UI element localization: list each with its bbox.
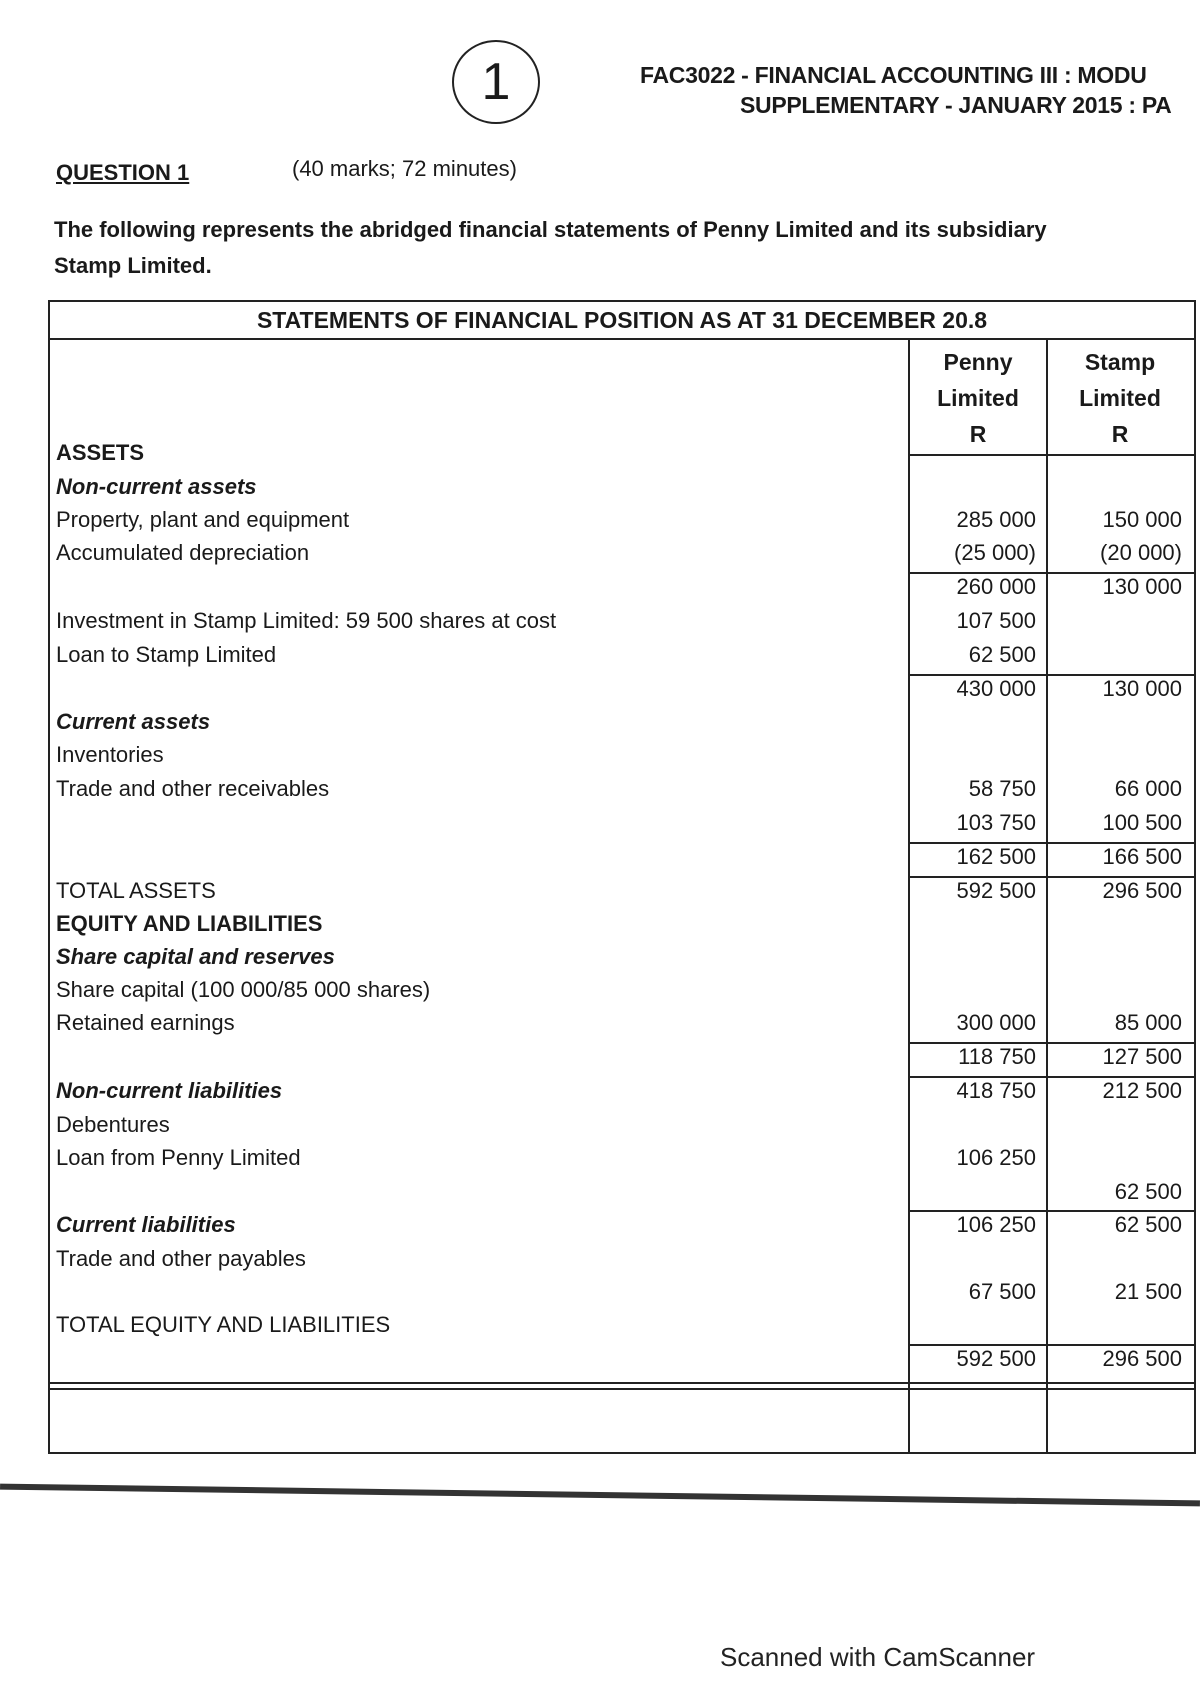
- penny-value: 107 500: [956, 608, 1036, 633]
- stamp-value: 62 500: [1114, 1179, 1182, 1204]
- row-label: Property, plant and equipment: [56, 507, 350, 532]
- penny-value: 592 500: [956, 878, 1036, 903]
- intro-line2: Stamp Limited.: [54, 253, 212, 278]
- row-label: Trade and other receivables: [56, 776, 330, 801]
- stamp-value: 150 000: [1102, 507, 1182, 532]
- row-label: Current assets: [56, 709, 211, 734]
- penny-value: (25 000): [954, 540, 1036, 565]
- total-double-rule: [50, 1382, 1194, 1384]
- penny-value: 592 500: [956, 1346, 1036, 1371]
- scanner-watermark: Scanned with CamScanner: [720, 1642, 1036, 1672]
- financial-position-table: [48, 300, 1196, 1454]
- subtotal-rule: [908, 1076, 1194, 1078]
- penny-value: 103 750: [956, 810, 1036, 835]
- row-label: Retained earnings: [56, 1010, 235, 1035]
- row-label: Debentures: [56, 1112, 170, 1137]
- penny-value: 62 500: [968, 642, 1036, 667]
- stamp-value: 85 000: [1114, 1010, 1182, 1035]
- row-label: Non-current liabilities: [56, 1078, 283, 1103]
- row-label: Loan from Penny Limited: [56, 1145, 301, 1170]
- course-header-line1: FAC3022 - FINANCIAL ACCOUNTING III : MODU: [640, 62, 1147, 88]
- penny-value: 430 000: [956, 676, 1036, 701]
- subtotal-rule: [908, 572, 1194, 574]
- subtotal-rule: [908, 842, 1194, 844]
- row-label: Current liabilities: [56, 1212, 236, 1237]
- row-label: Inventories: [56, 742, 164, 767]
- penny-value: 300 000: [956, 1010, 1036, 1035]
- header-rule: [908, 454, 1194, 456]
- stamp-value: 296 500: [1102, 878, 1182, 903]
- stamp-value: (20 000): [1100, 540, 1182, 565]
- subtotal-rule: [908, 876, 1194, 878]
- penny-value: 67 500: [968, 1279, 1036, 1304]
- subtotal-rule: [908, 674, 1194, 676]
- stamp-value: 100 500: [1102, 810, 1182, 835]
- column-header-stamp: Stamp Limited R: [1079, 349, 1161, 447]
- total-double-rule: [50, 1388, 1194, 1390]
- course-header-line2: SUPPLEMENTARY - JANUARY 2015 : PA: [740, 92, 1172, 118]
- scan-edge-shadow: [0, 1484, 1200, 1507]
- page-number: 1: [452, 40, 540, 124]
- penny-value: 285 000: [956, 507, 1036, 532]
- row-label: EQUITY AND LIABILITIES: [56, 911, 323, 936]
- question-marks: (40 marks; 72 minutes): [292, 156, 517, 181]
- row-label: TOTAL ASSETS: [56, 878, 216, 903]
- penny-value: 260 000: [956, 574, 1036, 599]
- subtotal-rule: [908, 1344, 1194, 1346]
- stamp-value: 62 500: [1114, 1212, 1182, 1237]
- column-header-penny: Penny Limited R: [937, 349, 1019, 447]
- stamp-value: 127 500: [1102, 1044, 1182, 1069]
- penny-value: 162 500: [956, 844, 1036, 869]
- subtotal-rule: [908, 1210, 1194, 1212]
- stamp-value: 166 500: [1102, 844, 1182, 869]
- subtotal-rule: [908, 1042, 1194, 1044]
- stamp-value: 130 000: [1102, 574, 1182, 599]
- row-label: Accumulated depreciation: [56, 540, 310, 565]
- stamp-value: 130 000: [1102, 676, 1182, 701]
- stamp-value: 21 500: [1114, 1279, 1182, 1304]
- row-label: Share capital (100 000/85 000 shares): [56, 977, 431, 1002]
- stamp-value: 66 000: [1114, 776, 1182, 801]
- row-label: ASSETS: [56, 440, 145, 465]
- row-label: Share capital and reserves: [56, 944, 335, 969]
- table-title: STATEMENTS OF FINANCIAL POSITION AS AT 31 DECEMBER 20.8: [50, 302, 1194, 340]
- row-label: Trade and other payables: [56, 1246, 306, 1271]
- intro-line1: The following represents the abridged financial statements of Penny Limited and its subsidiary: [54, 217, 1047, 242]
- row-label: Investment in Stamp Limited: 59 500 shares at cost: [56, 608, 557, 633]
- penny-value: 58 750: [968, 776, 1036, 801]
- row-label: TOTAL EQUITY AND LIABILITIES: [56, 1312, 391, 1337]
- stamp-value: 296 500: [1102, 1346, 1182, 1371]
- row-label: Loan to Stamp Limited: [56, 642, 277, 667]
- penny-value: 106 250: [956, 1145, 1036, 1170]
- penny-value: 118 750: [958, 1044, 1036, 1069]
- stamp-value: 212 500: [1102, 1078, 1182, 1103]
- row-label: Non-current assets: [56, 474, 257, 499]
- question-label: QUESTION 1: [56, 160, 190, 185]
- penny-value: 106 250: [956, 1212, 1036, 1237]
- penny-value: 418 750: [956, 1078, 1036, 1103]
